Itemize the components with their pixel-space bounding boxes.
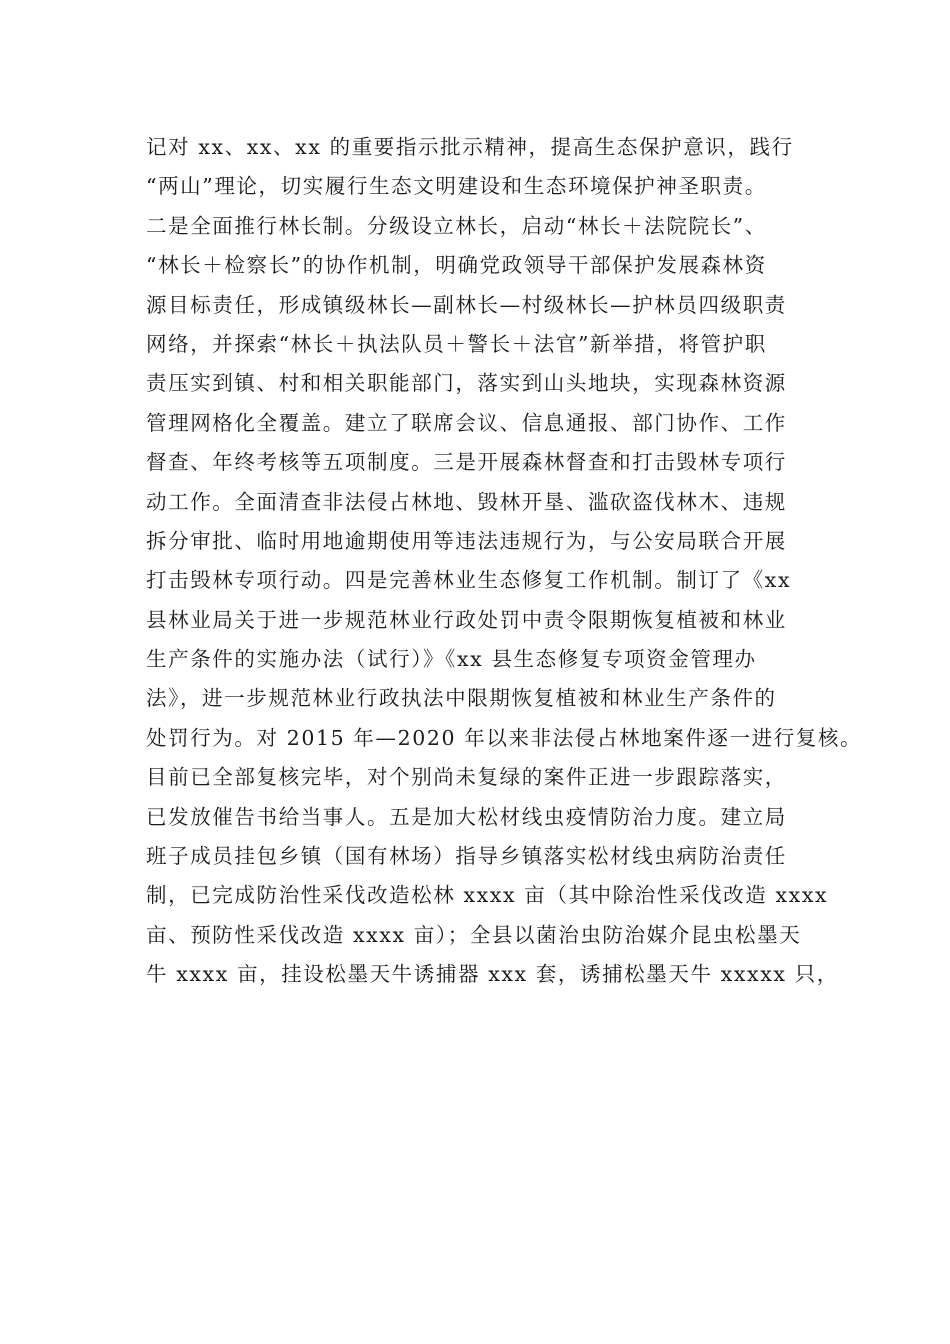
text-line-2: “两山”理论，切实履行生态文明建设和生态环境保护神圣职责。 <box>146 174 767 199</box>
text-line-15: 法》，进一步规范林业行政执法中限期恢复植被和林业生产条件的 <box>146 686 777 711</box>
text-line-13: 县林业局关于进一步规范林业行政处罚中责令限期恢复植被和林业 <box>146 607 787 632</box>
text-line-8: 管理网格化全覆盖。建立了联席会议、信息通报、部门协作、工作 <box>146 410 787 435</box>
text-line-6: 网络，并探索“林长＋执法队员＋警长＋法官”新举措，将管护职 <box>146 331 767 356</box>
text-line-16: 处罚行为。对 2015 年—2020 年以来非法侵占林地案件逐一进行复核。 <box>146 725 863 750</box>
text-line-20: 制，已完成防治性采伐改造松林 xxxx 亩（其中除治性采伐改造 xxxx <box>146 883 829 908</box>
text-line-17: 目前已全部复核完毕，对个别尚未复绿的案件正进一步跟踪落实， <box>146 765 787 790</box>
text-line-21: 亩、预防性采伐改造 xxxx 亩）；全县以菌治虫防治媒介昆虫松墨天 <box>146 922 802 947</box>
text-line-22: 牛 xxxx 亩，挂设松墨天牛诱捕器 xxx 套，诱捕松墨天牛 xxxxx 只， <box>146 962 839 987</box>
text-line-5: 源目标责任，形成镇级林长—副林长—村级林长—护林员四级职责 <box>146 292 787 317</box>
text-line-7: 责压实到镇、村和相关职能部门，落实到山头地块，实现森林资源 <box>146 371 787 396</box>
text-line-9: 督查、年终考核等五项制度。三是开展森林督查和打击毁林专项行 <box>146 450 787 475</box>
body-text <box>146 128 863 995</box>
text-line-11: 拆分审批、临时用地逾期使用等违法违规行为，与公安局联合开展 <box>146 528 787 553</box>
text-line-18: 已发放催告书给当事人。五是加大松材线虫疫情防治力度。建立局 <box>146 804 787 829</box>
text-line-10: 动工作。全面清查非法侵占林地、毁林开垦、滥砍盗伐林木、违规 <box>146 489 787 514</box>
text-line-4: “林长＋检察长”的协作机制，明确党政领导干部保护发展森林资 <box>146 253 767 278</box>
text-line-14: 生产条件的实施办法（试行）》《xx 县生态修复专项资金管理办 <box>146 647 757 672</box>
text-line-1: 记对 xx、xx、xx 的重要指示批示精神，提高生态保护意识，践行 <box>146 135 794 159</box>
text-line-19: 班子成员挂包乡镇（国有林场）指导乡镇落实松材线虫病防治责任 <box>146 844 787 869</box>
text-line-3: 二是全面推行林长制。分级设立林长，启动“林长＋法院院长”、 <box>146 213 767 238</box>
text-line-12: 打击毁林专项行动。四是完善林业生态修复工作机制。制订了《xx <box>146 568 792 593</box>
